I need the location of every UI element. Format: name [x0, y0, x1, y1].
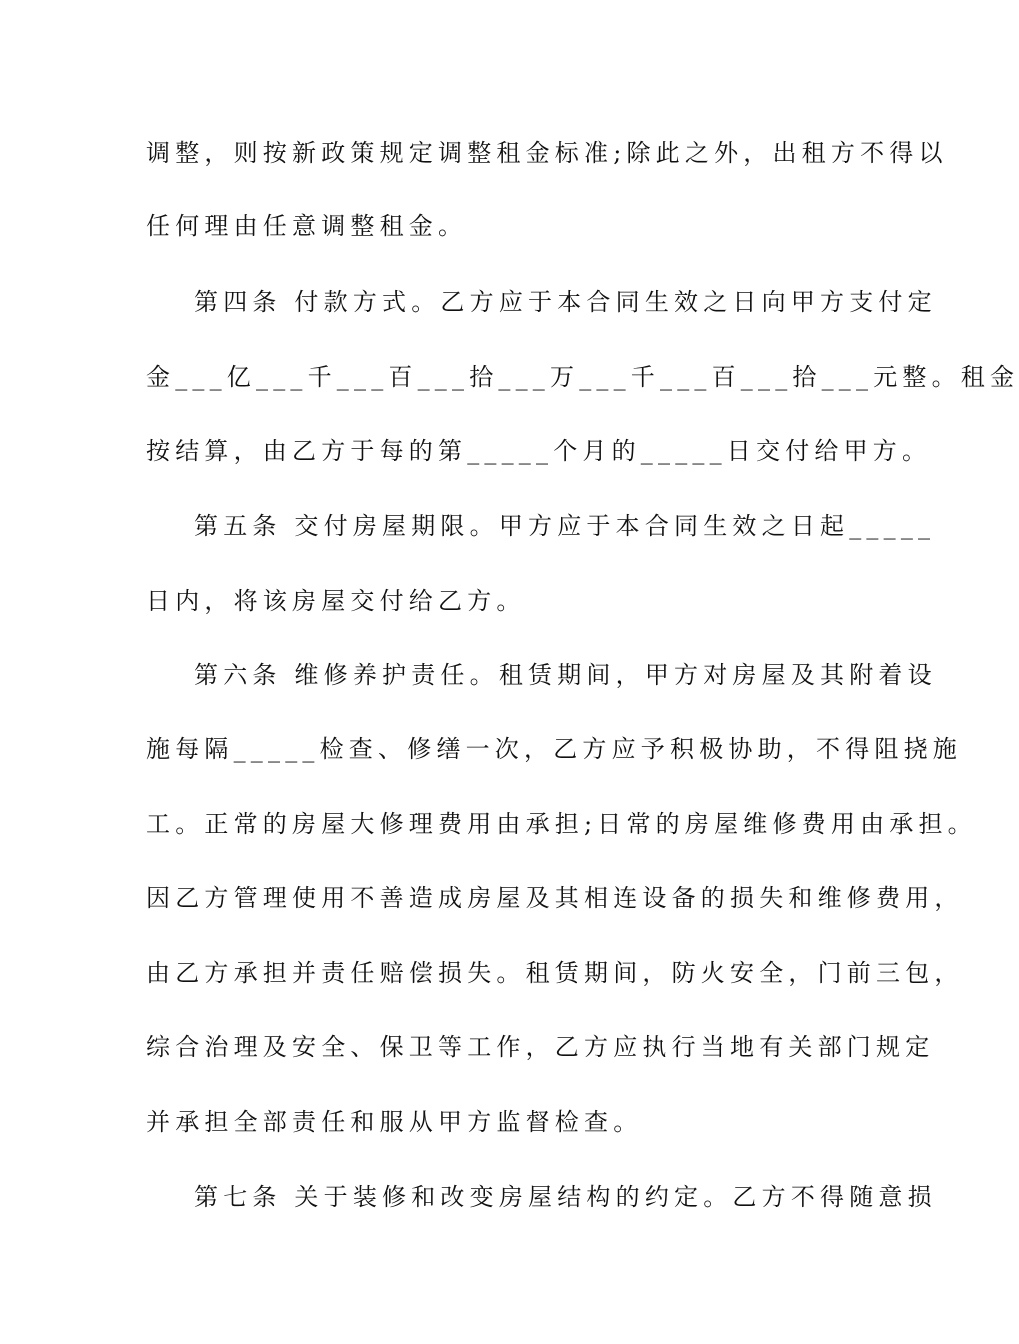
paragraph-article-6: 第六条 维修养护责任。租赁期间，甲方对房屋及其附着设 [194, 661, 937, 689]
paragraph-article-4: 第四条 付款方式。乙方应于本合同生效之日向甲方支付定 [194, 288, 937, 316]
text-line: 综合治理及安全、保卫等工作，乙方应执行当地有关部门规定 [146, 1033, 935, 1061]
text-line: 金___亿___千___百___拾___万___千___百___拾___元整。租金 [146, 363, 1019, 391]
paragraph-article-5: 第五条 交付房屋期限。甲方应于本合同生效之日起_____ [194, 512, 936, 540]
text-line: 因乙方管理使用不善造成房屋及其相连设备的损失和维修费用， [146, 884, 964, 912]
text-line: 按结算，由乙方于每的第_____个月的_____日交付给甲方。 [146, 437, 932, 465]
text-line: 日内，将该房屋交付给乙方。 [146, 587, 526, 615]
text-line: 施每隔_____检查、修缮一次，乙方应予积极协助，不得阻挠施 [146, 735, 962, 763]
text-line: 工。正常的房屋大修理费用由承担;日常的房屋维修费用由承担。 [146, 810, 977, 838]
text-line: 调整，则按新政策规定调整租金标准;除此之外，出租方不得以 [146, 139, 948, 167]
text-line: 由乙方承担并责任赔偿损失。租赁期间，防火安全，门前三包， [146, 959, 964, 987]
text-line: 任何理由任意调整租金。 [146, 212, 468, 240]
text-line: 并承担全部责任和服从甲方监督检查。 [146, 1108, 643, 1136]
paragraph-article-7: 第七条 关于装修和改变房屋结构的约定。乙方不得随意损 [194, 1183, 937, 1211]
